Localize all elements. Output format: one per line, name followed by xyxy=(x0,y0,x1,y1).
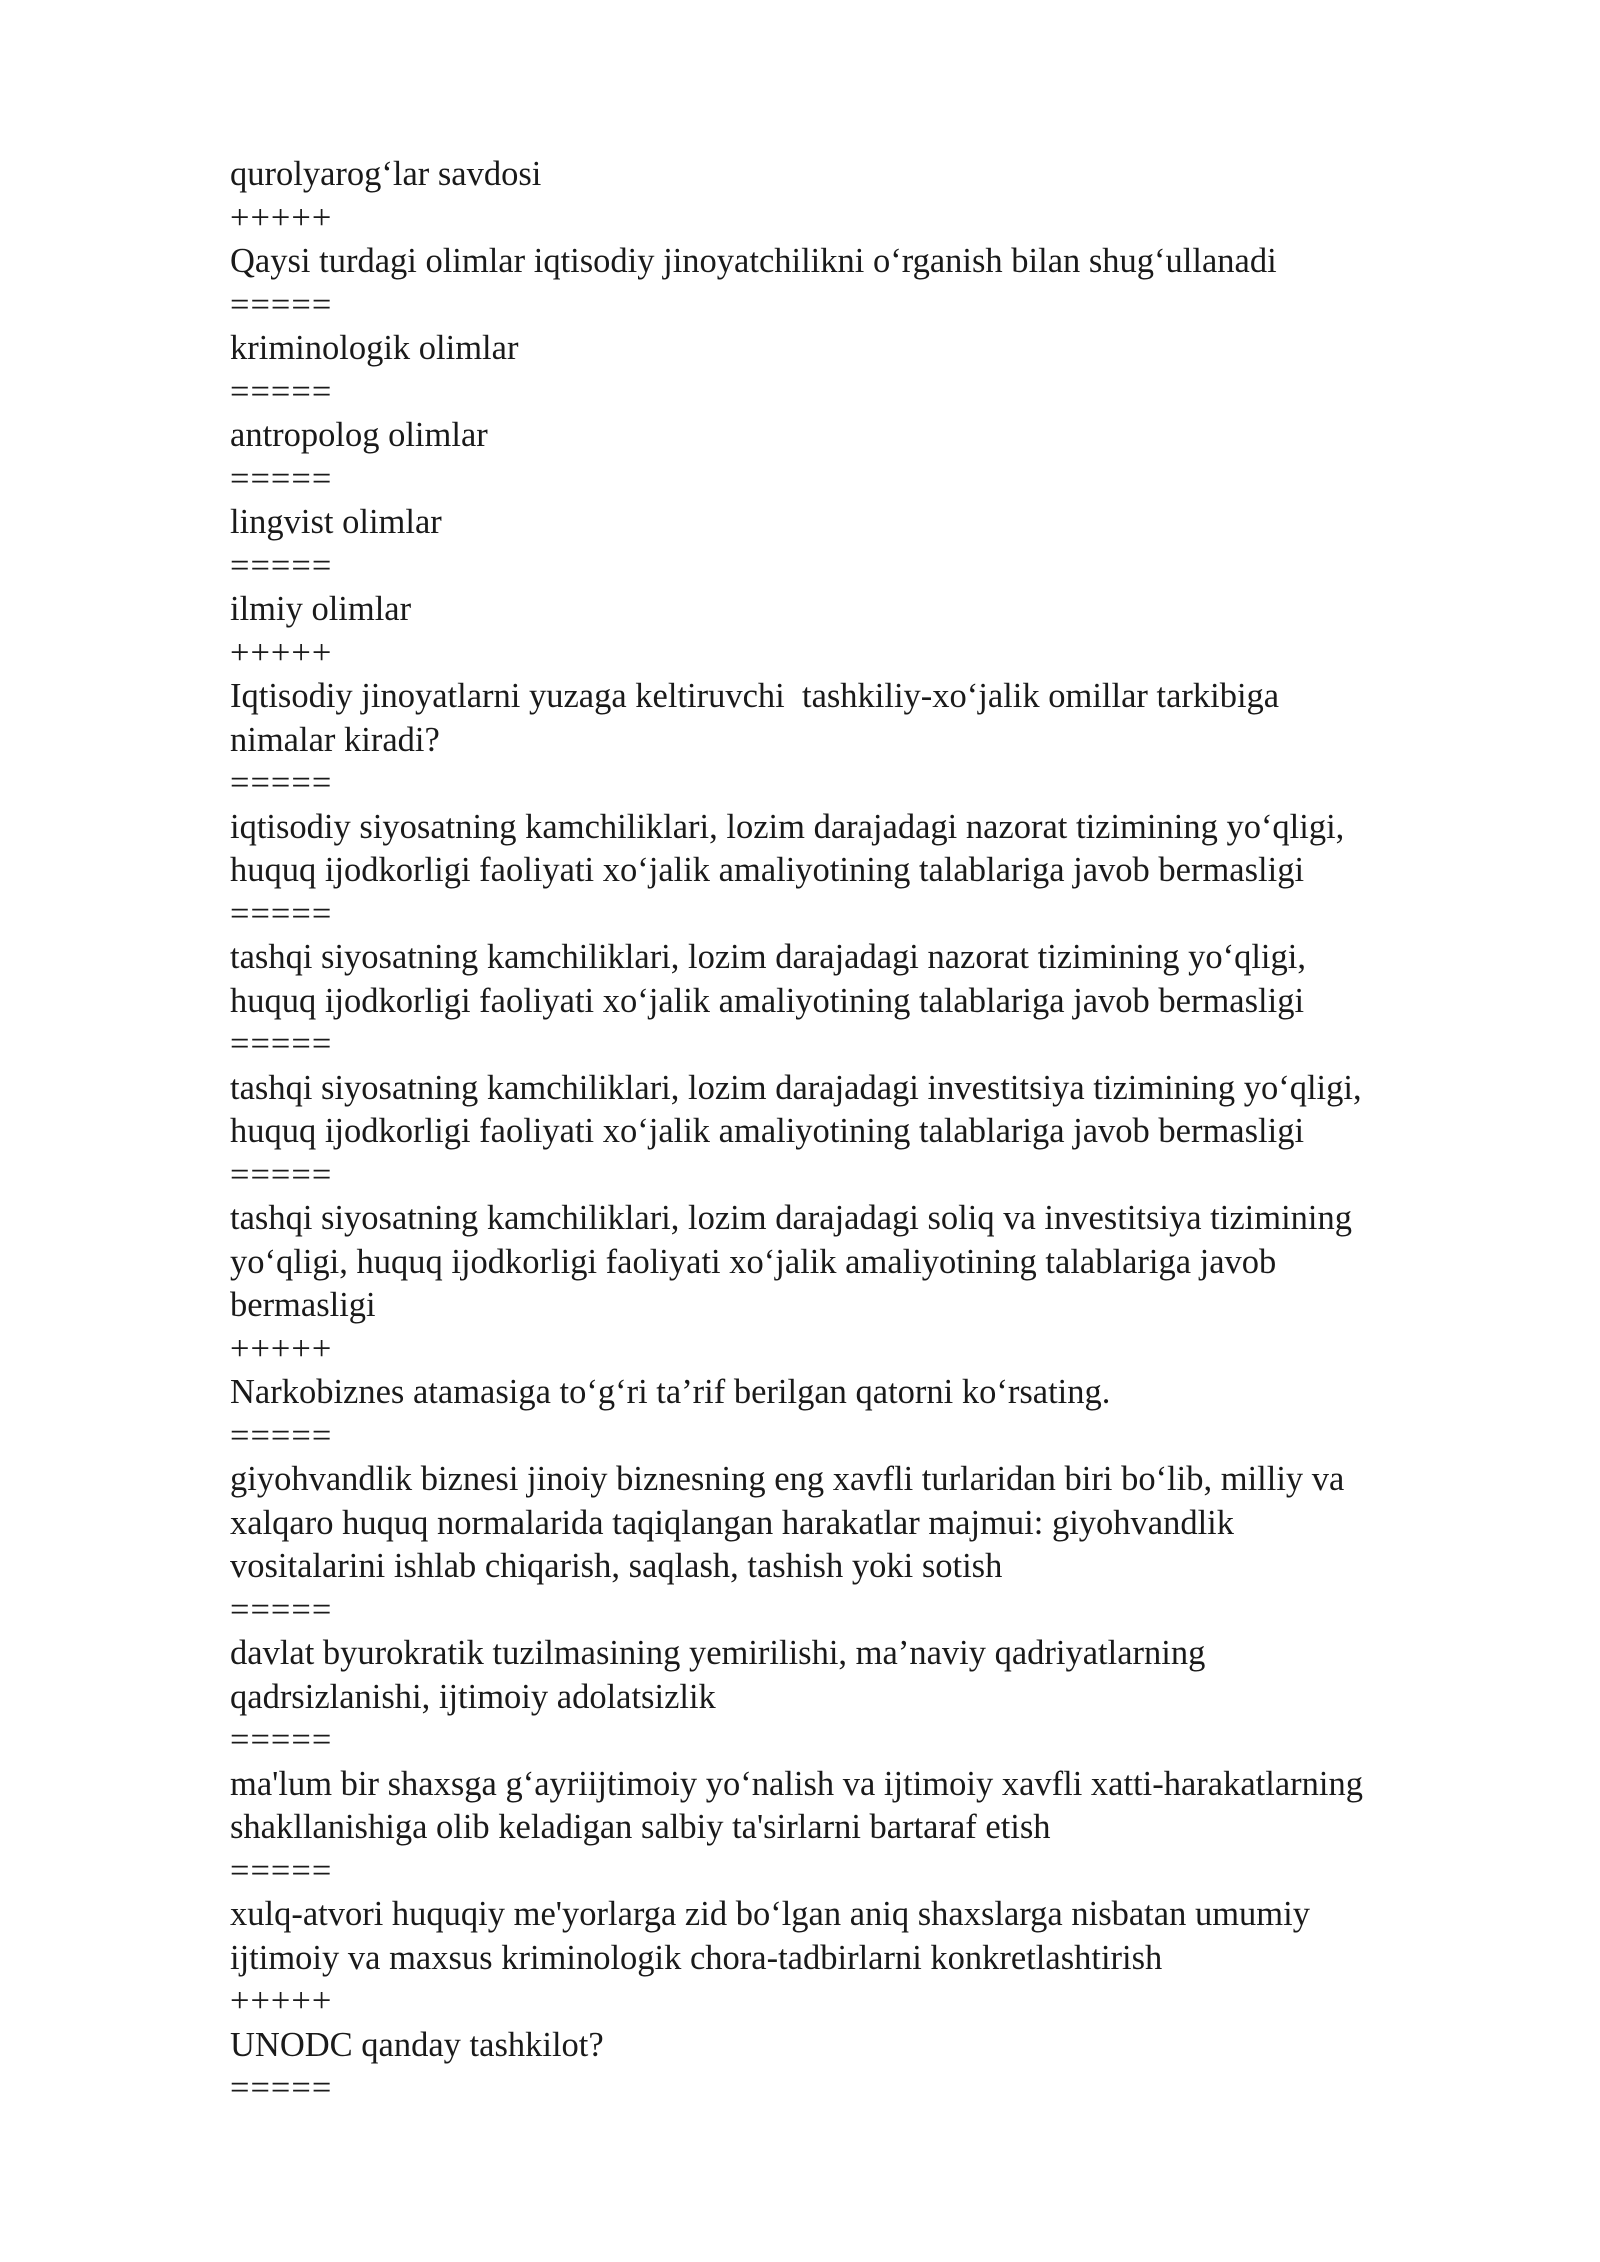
option-separator: ===== xyxy=(230,1155,333,1194)
option-separator: ===== xyxy=(230,1721,333,1759)
option-separator: ===== xyxy=(230,546,333,585)
answer-option-text: yo‘qligi, huquq ijodkorligi faoliyati xo‘jalik amaliyotining talablariga javob xyxy=(230,1242,1277,1281)
answer-option-text: iqtisodiy siyosatning kamchiliklari, lozim darajadagi nazorat tizimining yo‘qligi, xyxy=(230,807,1345,846)
answer-option-text: ilmiy olimlar xyxy=(230,590,412,628)
answer-option-text: tashqi siyosatning kamchiliklari, lozim darajadagi investitsiya tizimining yo‘qligi, xyxy=(230,1068,1362,1107)
option-separator: ===== xyxy=(230,764,333,802)
question-text: Narkobiznes atamasiga to‘g‘ri ta’rif berilgan qatorni ko‘rsating. xyxy=(230,1373,1111,1411)
question-separator: +++++ xyxy=(230,1329,333,1368)
answer-option-text: qadrsizlanishi, ijtimoiy adolatsizlik xyxy=(230,1677,716,1716)
option-separator: ===== xyxy=(230,2069,333,2107)
option-separator: ===== xyxy=(230,1851,333,1890)
answer-option-text: huquq ijodkorligi faoliyati xo‘jalik amaliyotining talablariga javob bermasligi xyxy=(230,981,1305,1020)
answer-option-text: bermasligi xyxy=(230,1286,376,1324)
answer-option-text: xalqaro huquq normalarida taqiqlangan harakatlar majmui: giyohvandlik xyxy=(230,1503,1235,1542)
answer-option-text: shakllanishiga olib keladigan salbiy ta'sirlarni bartaraf etish xyxy=(230,1808,1051,1846)
question-text: nimalar kiradi? xyxy=(230,720,440,759)
option-separator: ===== xyxy=(230,894,333,933)
answer-option-text: tashqi siyosatning kamchiliklari, lozim darajadagi nazorat tizimining yo‘qligi, xyxy=(230,938,1306,976)
answer-option-text: tashqi siyosatning kamchiliklari, lozim darajadagi soliq va investitsiya tizimining xyxy=(230,1199,1353,1237)
answer-option-text: ma'lum bir shaxsga g‘ayriijtimoiy yo‘nalish va ijtimoiy xavfli xatti-harakatlarning xyxy=(230,1764,1363,1803)
answer-option-text: kriminologik olimlar xyxy=(230,329,519,367)
option-separator: ===== xyxy=(230,372,333,411)
option-separator: ===== xyxy=(230,1025,333,1063)
answer-option-text: antropolog olimlar xyxy=(230,416,488,454)
answer-option-text: ijtimoiy va maxsus kriminologik chora-tadbirlarni konkretlashtirish xyxy=(230,1938,1163,1977)
option-separator: ===== xyxy=(230,1590,333,1629)
question-text: UNODC qanday tashkilot? xyxy=(230,2025,604,2064)
document-page xyxy=(230,153,1490,2111)
question-separator: +++++ xyxy=(230,633,333,672)
answer-option-text: xulq-atvori huquqiy me'yorlarga zid bo‘lgan aniq shaxslarga nisbatan umumiy xyxy=(230,1895,1310,1933)
answer-option-text: giyohvandlik biznesi jinoiy biznesning eng xavfli turlaridan biri bo‘lib, milliy va xyxy=(230,1460,1345,1498)
answer-option-text: qurolyarog‘lar savdosi xyxy=(230,155,542,193)
question-separator: +++++ xyxy=(230,1982,333,2020)
question-separator: +++++ xyxy=(230,198,333,237)
question-text: Qaysi turdagi olimlar iqtisodiy jinoyatchilikni o‘rganish bilan shug‘ullanadi xyxy=(230,242,1277,280)
answer-option-text: huquq ijodkorligi faoliyati xo‘jalik amaliyotining talablariga javob bermasligi xyxy=(230,1112,1305,1150)
option-separator: ===== xyxy=(230,285,333,324)
option-separator: ===== xyxy=(230,1416,333,1455)
answer-option-text: davlat byurokratik tuzilmasining yemirilishi, ma’naviy qadriyatlarning xyxy=(230,1634,1206,1672)
answer-option-text: vositalarini ishlab chiqarish, saqlash, tashish yoki sotish xyxy=(230,1547,1003,1585)
answer-option-text: huquq ijodkorligi faoliyati xo‘jalik amaliyotining talablariga javob bermasligi xyxy=(230,851,1305,889)
option-separator: ===== xyxy=(230,459,333,498)
question-text: Iqtisodiy jinoyatlarni yuzaga keltiruvchi tashkiliy-xo‘jalik omillar tarkibiga xyxy=(230,677,1280,715)
answer-option-text: lingvist olimlar xyxy=(230,503,442,541)
